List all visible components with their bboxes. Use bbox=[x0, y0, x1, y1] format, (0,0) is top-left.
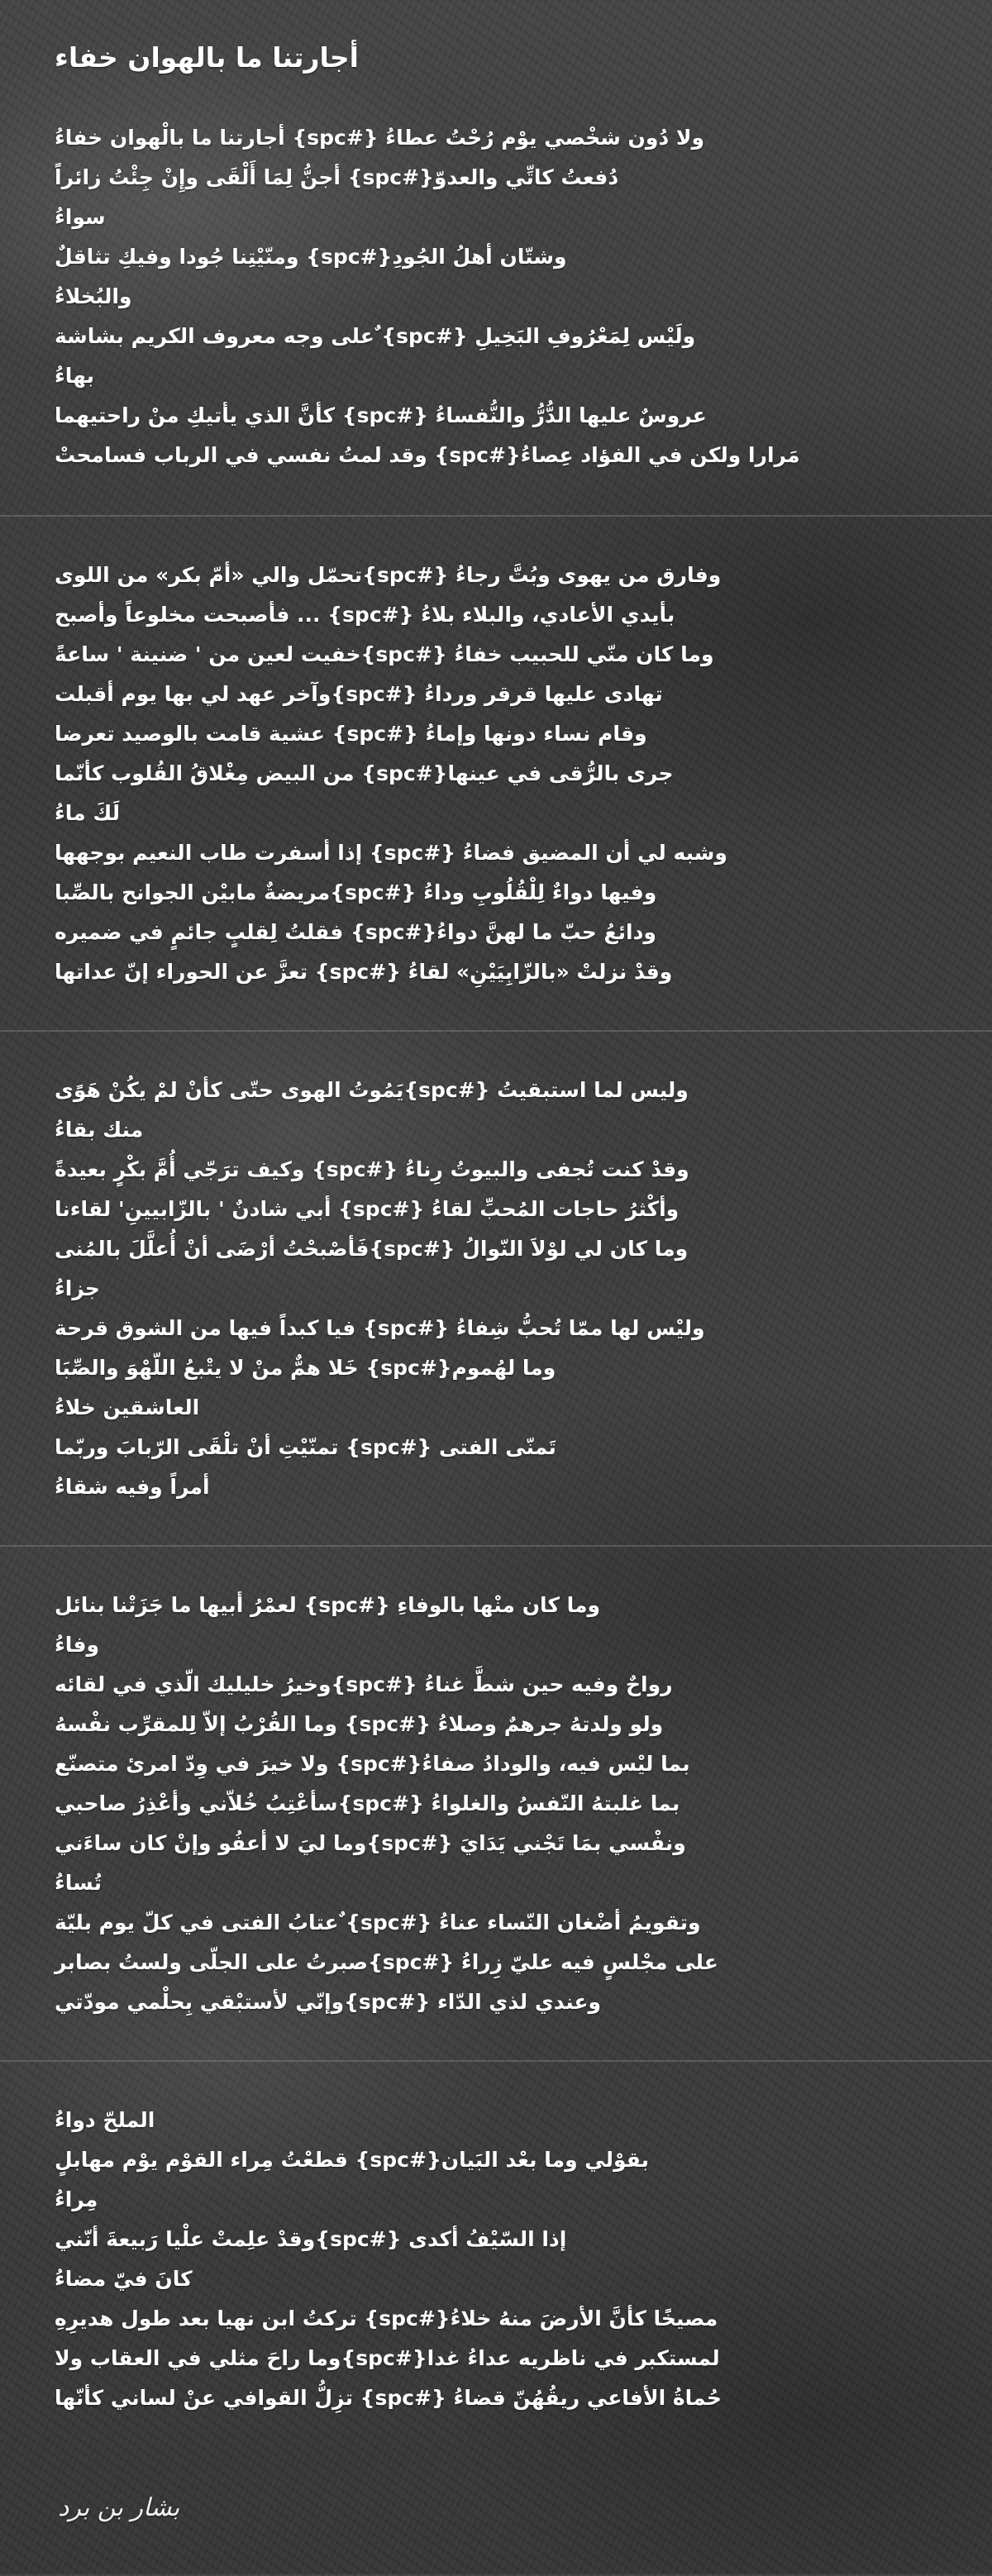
verse-line: بما غلبتهُ النّفسُ والغلواءُ {#spc}سأعْتِبُ خُلاّني وأعْذِرُ صاحبي bbox=[55, 1791, 680, 1815]
verse-line: جرى بالرُّقى في عينها{#spc} من البيض مِغْلاقُ القُلوب كأنّما bbox=[55, 761, 674, 785]
verse-line: وقام نساء دونها وإماءُ {#spc} عشية قامت بالوصيد تعرضا bbox=[55, 722, 647, 746]
verse-line: بهاءُ bbox=[55, 364, 95, 388]
verse-line: ولو ولدتهُ جرهمٌ وصلاءُ {#spc} وما القُرْبُ إلاّ لِلمقرِّب نفْسهُ bbox=[55, 1712, 664, 1736]
stanza bbox=[0, 515, 992, 984]
verse-line: مِراءُ bbox=[55, 2187, 98, 2211]
verse-line: تهادى عليها قرقر ورداءُ {#spc}وآخر عهد لي بها يوم أقبلت bbox=[55, 682, 663, 706]
verse-line: رواحٌ وفيه حين شطَّ غناءُ {#spc}وخيرُ خليليك الّذي في لقائه bbox=[55, 1672, 673, 1696]
author-signature: بشار بن برد bbox=[58, 2493, 180, 2522]
verse-line: وعندي لذي الدّاء {#spc}وإنّي لأستبْقي بِحلْمي مودّتي bbox=[55, 1990, 602, 2014]
verse-line: وليس لما استبقيتُ {#spc}يَمُوتُ الهوى حتّى كأنْ لمْ يكُنْ هَوًى bbox=[55, 1078, 689, 1102]
verse-line: وفيها دواءٌ لِلْقُلُوبِ وداءُ {#spc}مريضةٌ مابيْن الجوانح بالصِّبا bbox=[55, 880, 657, 904]
verse-line: وفارق من يهوى وبُتَّ رجاءُ {#spc}تحمّل والي «أمّ بكر» من اللوى bbox=[55, 563, 722, 587]
verse-line: حُماةُ الأفاعي ريقُهُنّ قضاءُ {#spc} تزِلُّ القوافي عنْ لساني كأنّها bbox=[55, 2386, 722, 2410]
verse-line: تُساءُ bbox=[55, 1871, 102, 1895]
verse-line: إذا السّيْفُ أكدى {#spc}وقدْ علِمتْ علْيا رَبيعةَ أنّني bbox=[55, 2227, 567, 2251]
verse-line: جزاءُ bbox=[55, 1276, 100, 1300]
verse-line: ودائعُ حبّ ما لهنَّ دواءُ{#spc} فقلتُ لِقلبٍ جائمٍ في ضميره bbox=[55, 920, 656, 944]
verse-line: بأيدي الأعادي، والبلاء بلاءُ {#spc} ... فأصبحت مخلوعاً وأصبح bbox=[55, 603, 675, 627]
verse-line: لمستكبر في ناظريه عداءُ غدا{#spc}وما راحَ مثلي في العقاب ولا bbox=[55, 2346, 720, 2370]
verse-line: العاشقين خلاءُ bbox=[55, 1395, 200, 1419]
verse-line: دُفعتُ كاتِّي والعدوّ{#spc} أجنُّ لِمَا أَلْقَى وإِنْ جِئْتُ زائراً bbox=[55, 165, 619, 189]
stanza bbox=[0, 1030, 992, 1499]
verse-line: ونفْسي بمَا تَجْني يَدَايَ {#spc}وما ليَ لا أعفُو وإنْ كان ساءَني bbox=[55, 1831, 686, 1855]
verse-line: وشتّان أهلُ الجُودِ{#spc} ومنّيْتِنا جُودا وفيكِ تثاقلٌ bbox=[55, 245, 567, 269]
verse-line: مَرارا ولكن في الفؤاد عِصاءُ{#spc} وقد لمتُ نفسي في الرباب فسامحتْ bbox=[55, 443, 800, 467]
verse-line: وأكْثرُ حاجات المُحبِّ لقاءُ {#spc} أبي شادنٌ ' بالزّابيينِ' لقاءنا bbox=[55, 1197, 680, 1221]
verse-line: بقوْلي وما بعْد البَيان{#spc} قطعْتُ مِراء القوْم يوْم مهابلٍ bbox=[55, 2148, 650, 2172]
verse-line: وتقويمُ أضْغان النّساء عناءُ {#spc} ٌعتابُ الفتى في كلّ يوم بليّة bbox=[55, 1911, 701, 1934]
verse-line: وفاءُ bbox=[55, 1633, 100, 1657]
verse-line: عروسٌ عليها الدُّرُّ والنُّفساءُ {#spc} كأنَّ الذي يأتيكِ منْ راحتيهما bbox=[55, 403, 707, 427]
poem-title: أجارتنا ما بالهوان خفاء bbox=[55, 41, 359, 74]
verse-line: وما لهُموم{#spc} خَلا همٌّ منْ لا يتْبعُ اللّهْوَ والصِّبَا bbox=[55, 1356, 556, 1380]
verse-line: وقدْ نزلتْ «بالزّابِيَيْنِ» لقاءُ {#spc} تعزَّ عن الحوراء إنّ عداتها bbox=[55, 960, 673, 984]
verse-line: والبُخلاءُ bbox=[55, 284, 132, 308]
verse-line: وقدْ كنت تُجفى والبيوتُ رِناءُ {#spc} وكيف ترَجّي أُمَّ بكْرٍ بعيدةً bbox=[55, 1157, 689, 1181]
verse-line: وشبه لي أن المضيق فضاءُ {#spc} إذا أسفرت طاب النعيم بوجهها bbox=[55, 841, 727, 865]
verse-line: وما كان منّي للحبيب خفاءُ {#spc}خفيت لعين من ' ضنينة ' ساعةً bbox=[55, 642, 714, 666]
verse-line: ولَيْس لِمَعْرُوفِ البَخِيلِ {#spc} ٌعلى وجه معروف الكريم بشاشة bbox=[55, 324, 696, 348]
verse-line: لَكَ ماءُ bbox=[55, 801, 121, 825]
verse-line: وليْس لها ممّا تُحبُّ شِفاءُ {#spc} فيا كبداً فيها من الشوق قرحة bbox=[55, 1316, 705, 1340]
verse-line: بما ليْس فيه، والودادُ صفاءُ{#spc} ولا خيرَ في وِدّ امرئ متصنّع bbox=[55, 1752, 690, 1776]
verse-line: أمراً وفيه شقاءُ bbox=[55, 1475, 210, 1499]
stanza bbox=[0, 1545, 992, 2014]
verse-line: كانَ فيّ مضاءُ bbox=[55, 2267, 193, 2291]
verse-line: على مجْلسٍ فيه عليّ زِراءُ {#spc}صبرتُ على الجلّى ولستُ بصابر bbox=[55, 1950, 718, 1974]
verse-line: الملحّ دواءُ bbox=[55, 2108, 155, 2132]
verse-line: تَمنّى الفتى {#spc} تمنّيْتِ أنْ تلْقَى الرّبابَ وربّما bbox=[55, 1435, 556, 1459]
verse-line: منك بقاءُ bbox=[55, 1118, 144, 1142]
verse-line: سواءُ bbox=[55, 205, 106, 229]
stanza bbox=[0, 0, 992, 467]
verse-line: مصيخًا كأنَّ الأرضَ منهُ خلاءُ{#spc} تركتُ ابن نهيا بعد طول هديرِهِ bbox=[55, 2306, 718, 2330]
verse-line: ولا دُون شخْصي يوْم رُحْتُ عطاءُ {#spc} أجارتنا ما بالْهوان خفاءُ bbox=[55, 126, 705, 150]
verse-line: وما كان منْها بالوفاءِ {#spc} لعمْرُ أبيها ما جَزَتْنا بنائل bbox=[55, 1593, 601, 1617]
verse-line: وما كان لي لوْلاَ النّوالُ {#spc}فَأصْبحْتُ أرْضَى أنْ أُعلَّلَ بالمُنى bbox=[55, 1237, 689, 1261]
